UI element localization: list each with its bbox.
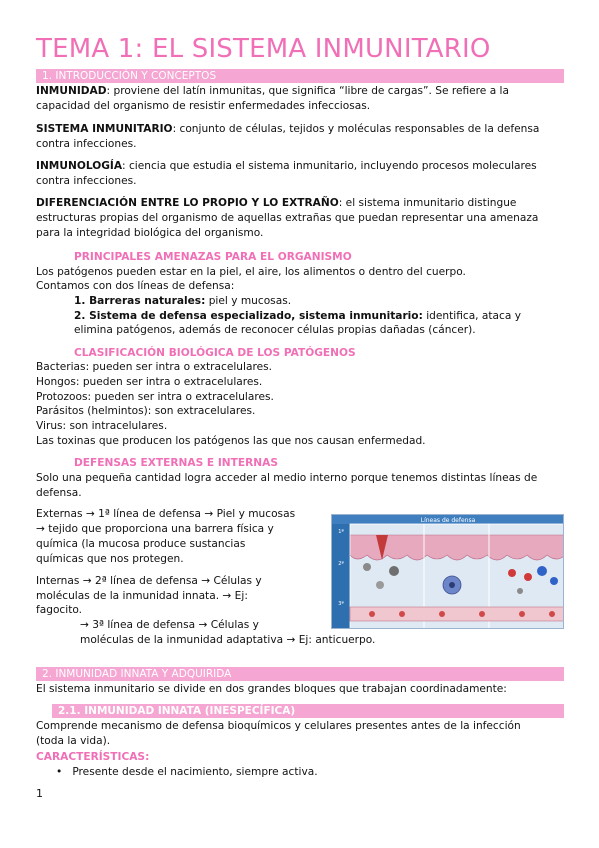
page-number: 1 — [36, 787, 43, 800]
section2-intro: El sistema inmunitario se divide en dos grandes bloques que trabajan coordinadamente: — [36, 683, 507, 695]
clasificacion-line: Bacterias: pueden ser intra o extracelulares. — [36, 361, 272, 373]
subheading-clasificacion: CLASIFICACIÓN BIOLÓGICA DE LOS PATÓGENOS — [74, 347, 356, 359]
bullet-item-1 — [56, 765, 586, 780]
definition-inmunidad-line1 — [36, 84, 566, 99]
subheading-defensas: DEFENSAS EXTERNAS E INTERNAS — [74, 457, 278, 469]
externas-line3: química (la mucosa produce sustancias — [36, 538, 246, 550]
externas-line2: → tejido que proporciona una barrera física y — [36, 523, 274, 535]
amenazas-item2 — [74, 309, 599, 324]
definition-inmunologia-line1 — [36, 159, 566, 174]
clasificacion-line: Protozoos: pueden ser intra o extracelulares. — [36, 391, 274, 403]
definition-diferenciacion-line3: para la integridad biológica del organismo. — [36, 227, 264, 239]
definition-text: : proviene del latín inmunitas, que significa “libre de cargas”. Se refiere a la — [106, 85, 509, 97]
amenazas-line2: Contamos con dos líneas de defensa: — [36, 280, 235, 292]
bullet-icon: • — [56, 766, 73, 778]
defensas-line2: defensa. — [36, 487, 82, 499]
clasificacion-line: Hongos: pueden ser intra o extracelulares. — [36, 376, 263, 388]
item2-text: identifica, ataca y — [422, 310, 522, 322]
term-inmunologia: INMUNOLOGÍA — [36, 160, 123, 172]
figure-header: Líneas de defensa — [420, 517, 476, 524]
definition-text: : el sistema inmunitario distingue — [338, 197, 517, 209]
defense-lines-illustration — [332, 515, 564, 629]
definition-sistema-line2: contra infecciones. — [36, 138, 137, 150]
internas-line3: fagocito. — [36, 604, 83, 616]
figure-col-3: 3ª — [338, 601, 344, 607]
term-diferenciacion: DIFERENCIACIÓN ENTRE LO PROPIO Y LO EXTRAÑO — [36, 197, 339, 209]
externas-line1: Externas → 1ª línea de defensa → Piel y mucosas — [36, 508, 296, 520]
clasificacion-line: Las toxinas que producen los patógenos las que nos causan enfermedad. — [36, 435, 426, 447]
section-heading-1: 1. INTRODUCCIÓN Y CONCEPTOS — [36, 69, 564, 83]
tercera-linea-line2: moléculas de la inmunidad adaptativa → Ej: anticuerpo. — [80, 634, 376, 646]
externas-line4: químicas que nos protegen. — [36, 553, 184, 565]
definition-diferenciacion-line2: estructuras propias del organismo de aquellas extrañas que puedan representar una amenaza — [36, 212, 539, 224]
term-sistema: SISTEMA INMUNITARIO — [36, 123, 173, 135]
section-heading-2: 2. INMUNIDAD INNATA Y ADQUIRIDA — [36, 667, 564, 681]
internas-line1: Internas → 2ª línea de defensa → Células y — [36, 575, 262, 587]
item2-label: 2. Sistema de defensa especializado, sistema inmunitario: — [74, 310, 423, 322]
definition-text: : conjunto de células, tejidos y moléculas responsables de la defensa — [172, 123, 540, 135]
item1-label: 1. Barreras naturales: — [74, 295, 206, 307]
document-title: TEMA 1: EL SISTEMA INMUNITARIO — [36, 34, 491, 64]
amenazas-item1 — [74, 294, 599, 309]
term-inmunidad: INMUNIDAD — [36, 85, 107, 97]
figure-col-2: 2ª — [338, 561, 344, 567]
definition-diferenciacion-line1 — [36, 196, 566, 211]
caracteristicas-heading: CARACTERÍSTICAS: — [36, 751, 150, 763]
innata-line2: (toda la vida). — [36, 735, 111, 747]
bullet-text: Presente desde el nacimiento, siempre activa. — [72, 766, 318, 778]
amenazas-line1: Los patógenos pueden estar en la piel, el aire, los alimentos o dentro del cuerpo. — [36, 266, 466, 278]
clasificacion-line: Virus: son intracelulares. — [36, 420, 168, 432]
subheading-amenazas: PRINCIPALES AMENAZAS PARA EL ORGANISMO — [74, 251, 352, 263]
definition-sistema-line1 — [36, 122, 566, 137]
definition-inmunologia-line2: contra infecciones. — [36, 175, 137, 187]
definition-text: : ciencia que estudia el sistema inmunitario, incluyendo procesos moleculares — [122, 160, 537, 172]
defensas-line1: Solo una pequeña cantidad logra acceder al medio interno porque tenemos distintas líneas de — [36, 472, 538, 484]
defense-lines-figure — [331, 514, 564, 629]
section-heading-2-1: 2.1. INMUNIDAD INNATA (INESPECÍFICA) — [52, 704, 564, 718]
definition-inmunidad-line2: capacidad del organismo de resistir enfermedades infecciosas. — [36, 100, 371, 112]
clasificacion-line: Parásitos (helmintos): son extracelulares. — [36, 405, 256, 417]
tercera-linea-line1: → 3ª línea de defensa → Células y — [80, 619, 259, 631]
internas-line2: moléculas de la inmunidad innata. → Ej: — [36, 590, 248, 602]
item1-text: piel y mucosas. — [205, 295, 292, 307]
figure-col-1: 1ª — [338, 529, 344, 535]
innata-line1: Comprende mecanismo de defensa bioquímicos y celulares presentes antes de la infección — [36, 720, 521, 732]
amenazas-item2-line2: elimina patógenos, además de reconocer células propias dañadas (cáncer). — [74, 324, 476, 336]
